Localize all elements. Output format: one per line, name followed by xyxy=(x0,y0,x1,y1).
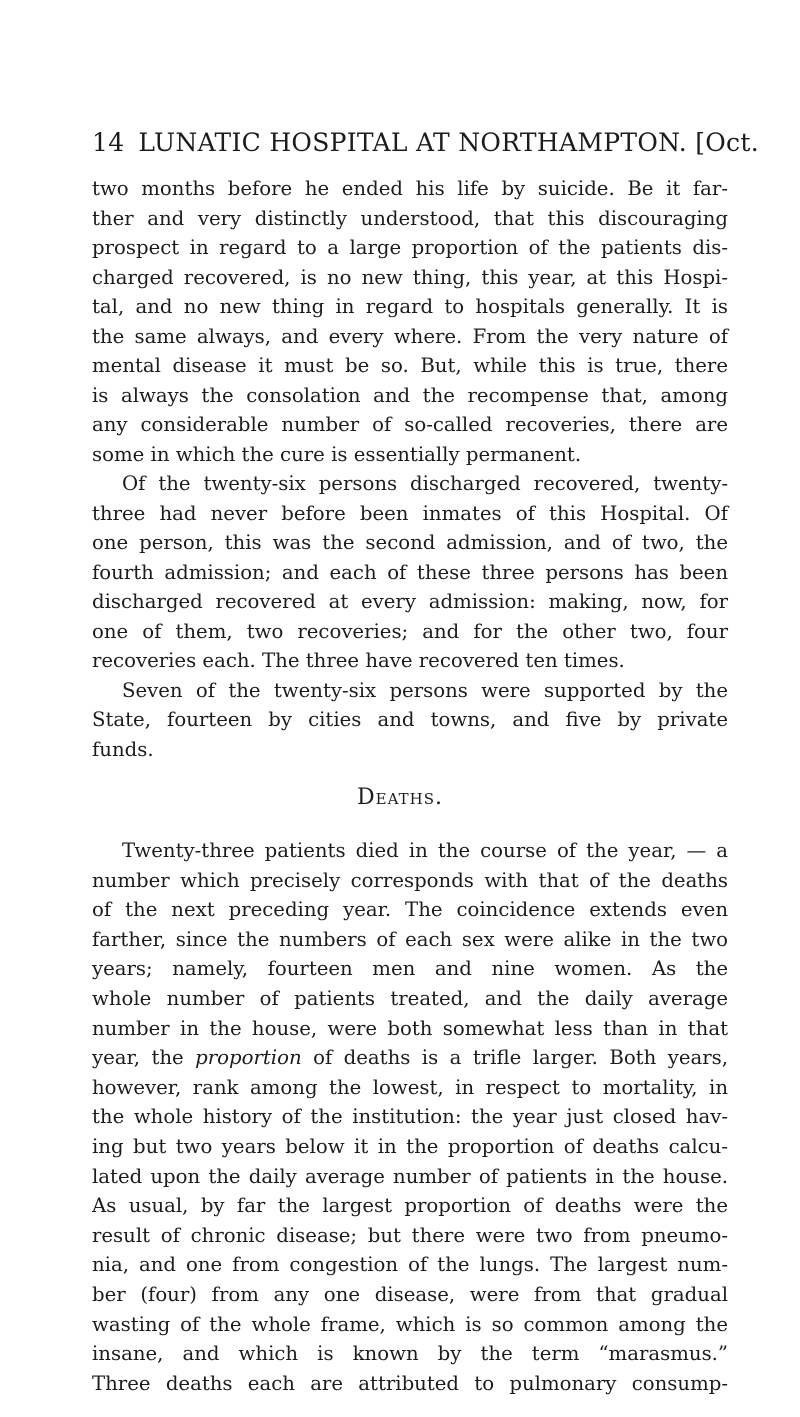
text-line: tal, and no new thing in regard to hospitals generally. It is xyxy=(92,295,728,318)
body-text-deaths xyxy=(92,836,728,1398)
text-line: Three deaths each are attributed to pulmonary consump- xyxy=(92,1371,728,1395)
text-line: Of the twenty-six persons discharged recovered, twenty- xyxy=(122,472,728,495)
text-line: number in the house, were both somewhat less than in that xyxy=(92,1016,728,1040)
text-line: ing but two years below it in the proportion of deaths calcu- xyxy=(92,1134,728,1158)
italic-word: proportion xyxy=(195,1046,302,1070)
deaths-heading: Deaths. xyxy=(357,785,443,810)
text-line: nia, and one from congestion of the lungs. The largest num- xyxy=(92,1253,728,1277)
section-heading xyxy=(0,785,800,810)
text-fragment: year, the xyxy=(92,1046,196,1070)
text-line: number which precisely corresponds with that of the deaths xyxy=(92,868,728,892)
text-line: discharged recovered at every admission: making, now, for xyxy=(92,590,728,613)
text-line: some in which the cure is essentially permanent. xyxy=(92,442,582,466)
text-line: one of them, two recoveries; and for the other two, four xyxy=(92,619,728,643)
text-line: State, fourteen by cities and towns, and five by private xyxy=(92,708,728,731)
text-line: prospect in regard to a large proportion of the patients dis- xyxy=(92,236,728,259)
running-title: LUNATIC HOSPITAL AT NORTHAMPTON. xyxy=(138,128,687,157)
text-line: charged recovered, is no new thing, this year, at this Hospi- xyxy=(92,265,728,289)
text-line: result of chronic disease; but there were two from pneumo- xyxy=(92,1223,728,1247)
text-line: Seven of the twenty-six persons were supported by the xyxy=(122,678,728,702)
text-line: Twenty-three patients died in the course of the year, — a xyxy=(122,839,728,862)
page-number: 14 xyxy=(92,128,125,157)
text-line: mental disease it must be so. But, while this is true, there xyxy=(92,354,728,377)
text-line: years; namely, fourteen men and nine women. As the xyxy=(92,957,728,981)
running-head xyxy=(92,128,759,157)
text-line: lated upon the daily average number of patients in the house. xyxy=(92,1164,728,1188)
text-line: the same always, and every where. From the very nature of xyxy=(92,324,728,348)
text-line: wasting of the whole frame, which is so common among the xyxy=(92,1312,728,1336)
body-text-upper xyxy=(92,174,728,764)
text-line: farther, since the numbers of each sex were alike in the two xyxy=(92,927,728,951)
text-line: is always the consolation and the recompense that, among xyxy=(92,383,728,407)
text-line: recoveries each. The three have recovered ten times. xyxy=(92,649,625,672)
text-line: ber (four) from any one disease, were from that gradual xyxy=(92,1282,728,1306)
text-line-with-italic xyxy=(92,1043,728,1073)
text-line: funds. xyxy=(92,737,154,761)
text-line: whole number of patients treated, and the daily average xyxy=(92,986,728,1010)
running-date: [Oct. xyxy=(695,128,759,157)
text-line: any considerable number of so-called recoveries, there are xyxy=(92,413,728,436)
text-line: of the next preceding year. The coincidence extends even xyxy=(92,898,728,922)
text-line: insane, and which is known by the term “marasmus.” xyxy=(92,1342,728,1366)
text-line: ther and very distinctly understood, that this discouraging xyxy=(92,206,728,230)
text-line: one person, this was the second admission, and of two, the xyxy=(92,531,728,554)
text-line: three had never before been inmates of this Hospital. Of xyxy=(92,501,728,525)
text-fragment: of deaths is a trifle larger. Both years, xyxy=(301,1046,728,1070)
text-line: the whole history of the institution: the year just closed hav- xyxy=(92,1105,728,1129)
text-line: fourth admission; and each of these three persons has been xyxy=(92,560,728,584)
text-line: two months before he ended his life by suicide. Be it far- xyxy=(92,177,728,200)
text-line: however, rank among the lowest, in respect to mortality, in xyxy=(92,1075,728,1099)
text-line: As usual, by far the largest proportion of deaths were the xyxy=(92,1194,728,1218)
